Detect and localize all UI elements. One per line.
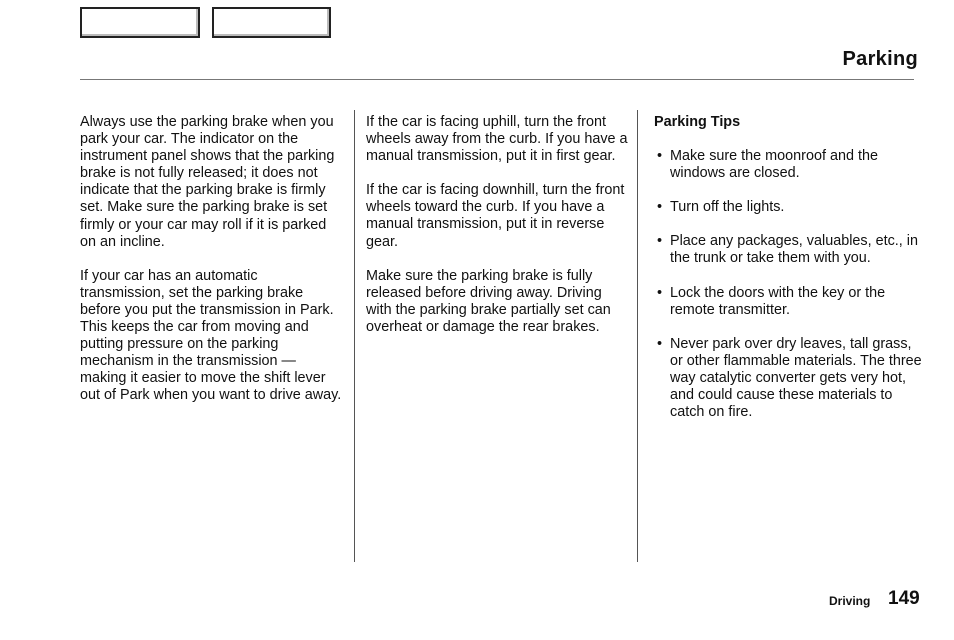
bullet-icon: •	[657, 148, 663, 165]
page-number: 149	[888, 588, 920, 609]
parking-tips-heading: Parking Tips	[654, 114, 741, 130]
column-divider-right	[637, 110, 638, 562]
paragraph-release-brake: Make sure the parking brake is fully released before driving away. Driving with the parking brake partially set can overheat or damage the rear brakes.	[366, 267, 611, 335]
paragraph-downhill: If the car is facing downhill, turn the front wheels toward the curb. If you have a manual transmission, put it in reverse gear.	[366, 182, 625, 250]
paragraph-uphill: If the car is facing uphill, turn the front wheels away from the curb. If you have a manual transmission, put it in first gear.	[366, 114, 628, 165]
list-item: • Place any packages, valuables, etc., in the trunk or take them with you.	[657, 233, 918, 267]
list-item: • Make sure the moonroof and the windows are closed.	[657, 148, 878, 182]
list-item: • Never park over dry leaves, tall grass, or other flammable materials. The three way catalytic converter gets very hot, and could cause these materials to catch on fire.	[657, 335, 922, 421]
footer-section-label: Driving	[829, 594, 871, 608]
page-title: Parking	[842, 48, 918, 70]
paragraph-parking-brake: Always use the parking brake when you park your car. The indicator on the instrument panel shows that the parking brake is not fully released; it does not indicate that the parking brake is firmly set. Make sure the parking brake is set firmly or your car may roll if it is parked on an incline.	[80, 114, 335, 250]
parking-tips-list	[654, 148, 924, 421]
bullet-icon: •	[657, 199, 663, 216]
paragraph-automatic-transmission: If your car has an automatic transmission, set the parking brake before you put the transmission in Park. This keeps the car from moving and putting pressure on the parking mechanism in the transmission — making it easier to move the shift lever out of Park when you want to drive away.	[80, 267, 342, 404]
header-divider	[80, 79, 914, 80]
bullet-icon: •	[657, 284, 663, 301]
list-item: • Lock the doors with the key or the remote transmitter.	[657, 284, 886, 318]
list-item: • Turn off the lights.	[657, 199, 785, 216]
column-middle	[366, 114, 628, 353]
column-left	[80, 114, 344, 422]
bullet-icon: •	[657, 233, 663, 250]
nav-button-next[interactable]	[212, 7, 331, 38]
bullet-icon: •	[657, 335, 663, 352]
column-right	[654, 114, 924, 438]
nav-button-previous[interactable]	[80, 7, 200, 38]
column-divider-left	[354, 110, 355, 562]
